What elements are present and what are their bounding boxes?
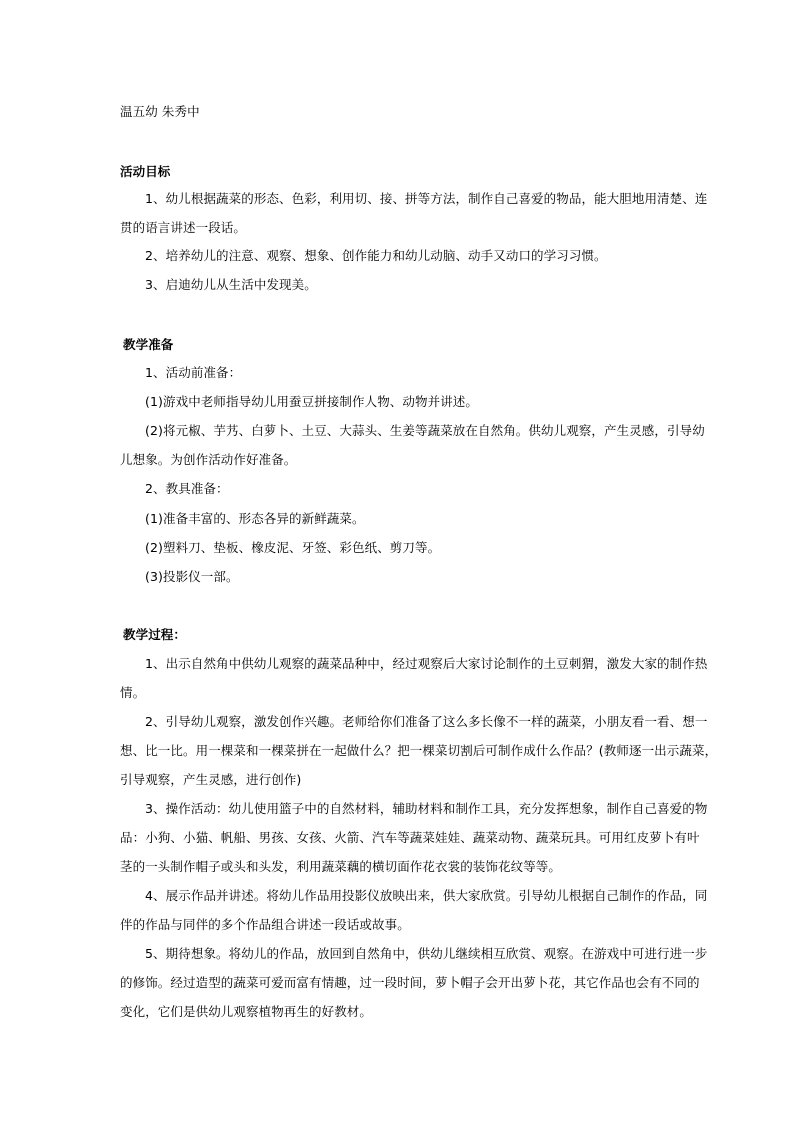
step-3-line-1: 3、操作活动：幼儿使用篮子中的自然材料，辅助材料和制作工具，充分发挥想象，制作自己喜爱的物: [145, 801, 708, 816]
tools-item-2: (2)塑料刀、垫板、橡皮泥、牙签、彩色纸、剪刀等。: [145, 540, 441, 555]
step-1-line-1: 1、出示自然角中供幼儿观察的蔬菜品种中，经过观察后大家讨论制作的土豆刺猬，激发大家的制作热: [145, 656, 708, 671]
author-line: 温五幼 朱秀中: [120, 104, 200, 119]
goals-heading: 活动目标: [120, 164, 171, 179]
goal-2: 2、培养幼儿的注意、观察、想象、创作能力和幼儿动脑、动手又动口的学习习惯。: [145, 248, 607, 263]
tools-item-1: (1)准备丰富的、形态各异的新鲜蔬菜。: [145, 511, 365, 526]
step-3-line-3: 茎的一头制作帽子或头和头发，利用蔬菜藕的横切面作花衣裳的装饰花纹等等。: [120, 859, 562, 874]
pre-activity-item-1: (1)游戏中老师指导幼儿用蚕豆拼接制作人物、动物并讲述。: [145, 394, 479, 409]
step-1-line-2: 情。: [120, 685, 146, 700]
step-2-line-2: 想、比一比。用一棵菜和一棵菜拼在一起做什么？把一棵菜切割后可制作成什么作品？(教师逐一出示蔬菜，: [120, 743, 718, 758]
pre-activity-title: 1、活动前准备：: [145, 365, 242, 380]
step-5-line-2: 的修饰。经过造型的蔬菜可爱而富有情趣，过一段时间，萝卜帽子会开出萝卜花，其它作品也会有不同的: [120, 975, 700, 990]
goal-3: 3、启迪幼儿从生活中发现美。: [145, 277, 317, 292]
pre-activity-item-2-line-1: (2)将元椒、芋艿、白萝卜、土豆、大蒜头、生姜等蔬菜放在自然角。供幼儿观察，产生灵感，引导幼: [145, 423, 705, 438]
step-5-line-3: 变化，它们是供幼儿观察植物再生的好教材。: [120, 1004, 373, 1019]
tools-title: 2、教具准备：: [145, 481, 229, 496]
pre-activity-item-2-line-2: 儿想象。为创作活动作好准备。: [120, 452, 297, 467]
step-2-line-3: 引导观察，产生灵感，进行创作): [120, 772, 302, 787]
step-3-line-2: 品：小狗、小猫、帆船、男孩、女孩、火箭、汽车等蔬菜娃娃、蔬菜动物、蔬菜玩具。可用红皮萝卜有叶: [120, 830, 700, 845]
step-4-line-2: 伴的作品与同伴的多个作品组合讲述一段话或故事。: [120, 917, 410, 932]
process-heading: 教学过程：: [123, 627, 187, 642]
goal-1-line-2: 贯的语言讲述一段话。: [120, 220, 247, 235]
step-5-line-1: 5、期待想象。将幼儿的作品，放回到自然角中，供幼儿继续相互欣赏、观察。在游戏中可进行进一步: [145, 946, 708, 961]
tools-item-3: (3)投影仪一部。: [145, 569, 239, 584]
step-2-line-1: 2、引导幼儿观察，激发创作兴趣。老师给你们准备了这么多长像不一样的蔬菜，小朋友看一看、想一: [145, 714, 708, 729]
preparation-heading: 教学准备: [123, 337, 174, 352]
step-4-line-1: 4、展示作品并讲述。将幼儿作品用投影仪放映出来，供大家欣赏。引导幼儿根据自己制作的作品，同: [145, 888, 708, 903]
goal-1-line-1: 1、幼儿根据蔬菜的形态、色彩，利用切、接、拼等方法，制作自己喜爱的物品，能大胆地用清楚、连: [145, 191, 708, 206]
